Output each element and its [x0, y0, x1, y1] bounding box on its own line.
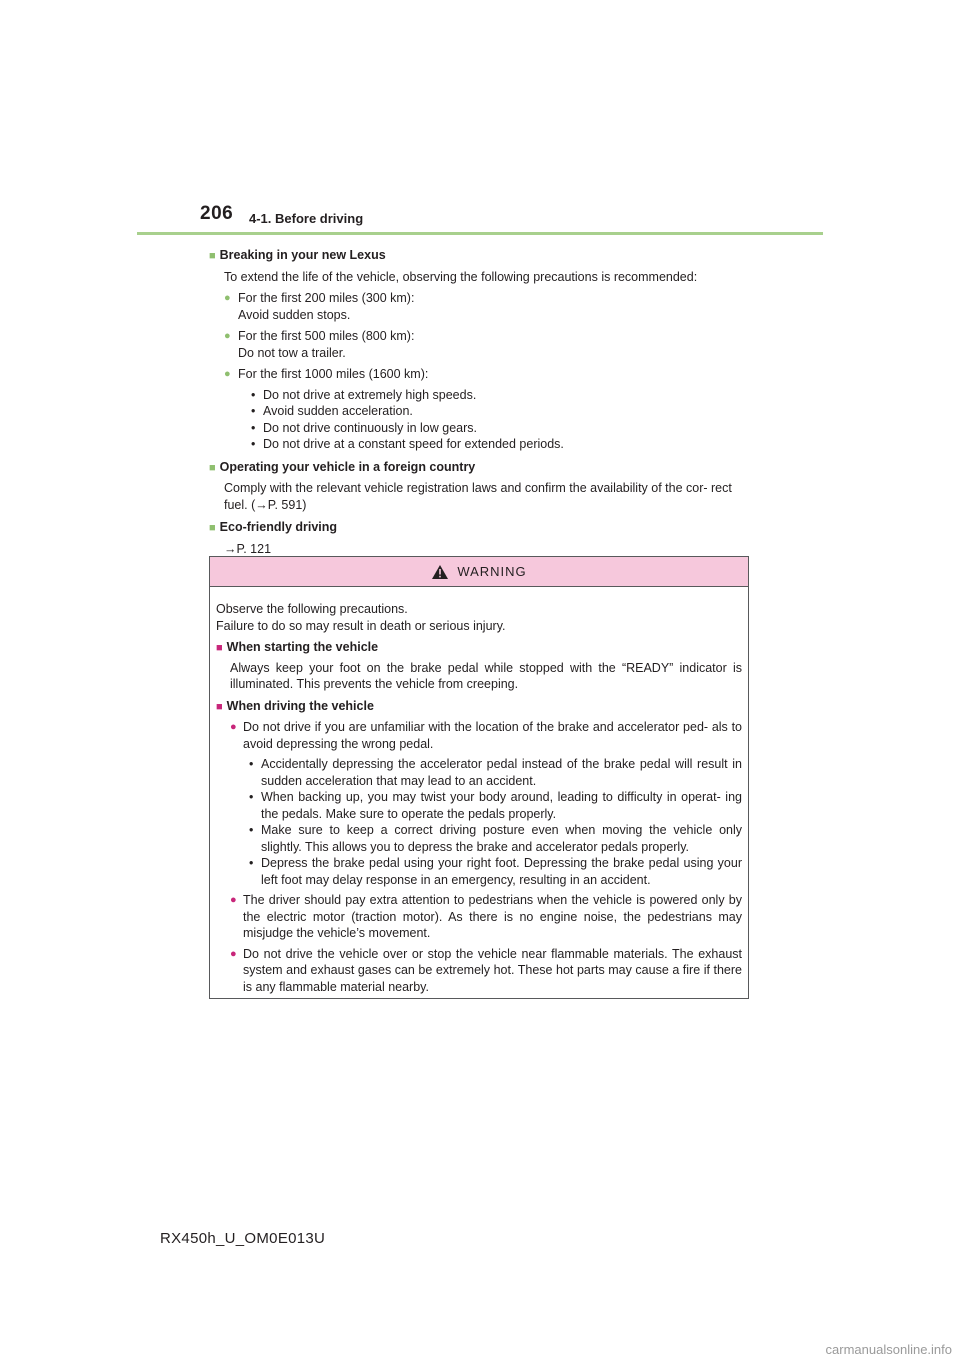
breaking-in-intro: To extend the life of the vehicle, observing the following precautions is recommended:: [224, 269, 698, 284]
sub-list-item: • Avoid sudden acceleration.: [251, 404, 413, 418]
warning-intro: Observe the following precautions.: [216, 602, 408, 616]
main-content: [209, 243, 754, 557]
sub-list-item: • Make sure to keep a correct driving posture even when moving the vehicle only slightly. This allows you to depress the brake and accelerator pedals properly.: [249, 823, 742, 854]
warning-triangle-icon: [431, 564, 449, 580]
circle-bullet-icon: ●: [224, 292, 231, 304]
watermark: carmanualsonline.info: [825, 1342, 952, 1357]
page-number: 206: [200, 203, 234, 224]
circle-bullet-icon: ●: [224, 368, 231, 380]
warning-body: [210, 587, 748, 995]
list-item: ● For the first 1000 miles (1600 km):: [224, 367, 429, 381]
circle-bullet-icon: ●: [230, 721, 237, 733]
warning-intro: Failure to do so may result in death or serious injury.: [216, 618, 506, 633]
sub-list-item: • Do not drive at a constant speed for extended periods.: [251, 437, 564, 451]
circle-bullet-icon: ●: [230, 894, 237, 906]
sub-list: [251, 387, 754, 453]
driving-heading: ■ When driving the vehicle: [216, 698, 374, 713]
warning-title: WARNING: [457, 564, 527, 579]
list-item: ● Do not drive the vehicle over or stop the vehicle near flammable materials. The exhaust system and exhaust gases can be extremely hot. These hot parts may cause a fire if there is any flammable material nearby.: [230, 946, 742, 994]
list-item: ● The driver should pay extra attention to pedestrians when the vehicle is powered only by the electric motor (traction motor). As there is no engine noise, the pedestrians may misjudge the vehicle’s movement.: [230, 893, 742, 940]
section-title: 4-1. Before driving: [249, 211, 364, 226]
sub-list-item: • Do not drive at extremely high speeds.: [251, 387, 477, 402]
list-item: ● For the first 200 miles (300 km): Avoid sudden stops.: [224, 291, 415, 322]
list-item: ● Do not drive if you are unfamiliar with the location of the brake and accelerator ped- als to avoid depressing the wrong pedal.: [230, 720, 742, 751]
sub-list-item: • Depress the brake pedal using your right foot. Depressing the brake pedal using your left foot may delay response in an emergency, resulting in an accident.: [249, 856, 742, 887]
foreign-country-heading: ■ Operating your vehicle in a foreign country: [209, 459, 476, 474]
list-item: ● For the first 500 miles (800 km): Do not tow a trailer.: [224, 329, 415, 360]
circle-bullet-icon: ●: [230, 947, 237, 960]
warning-header: [210, 557, 748, 587]
foreign-country-text: Comply with the relevant vehicle registration laws and confirm the availability of the cor- rect fuel. (→P. 591): [224, 481, 732, 512]
starting-text: Always keep your foot on the brake pedal while stopped with the “READY” indicator is illuminated. This prevents the vehicle from creeping.: [230, 660, 742, 691]
sub-list-item: • Accidentally depressing the accelerator pedal instead of the brake pedal will result in sudden acceleration that may lead to an accident.: [249, 757, 742, 788]
sub-list-item: • Do not drive continuously in low gears.: [251, 420, 478, 435]
square-bullet-icon: ■: [209, 461, 216, 474]
breaking-in-heading: ■ Breaking in your new Lexus: [209, 248, 386, 262]
circle-bullet-icon: ●: [224, 330, 231, 342]
square-bullet-icon: ■: [216, 642, 223, 654]
square-bullet-icon: ■: [216, 700, 223, 713]
square-bullet-icon: ■: [209, 522, 216, 534]
eco-driving-link[interactable]: →P. 121: [224, 541, 272, 556]
square-bullet-icon: ■: [209, 250, 216, 262]
sub-list-item: • When backing up, you may twist your body around, leading to difficulty in operat- ing the pedals. Make sure to operate the pedals properly.: [249, 790, 742, 821]
model-code: RX450h_U_OM0E013U: [160, 1230, 326, 1247]
sub-list: [249, 756, 742, 888]
warning-box: [209, 556, 749, 999]
eco-driving-heading: ■ Eco-friendly driving: [209, 520, 338, 534]
header-divider: [137, 232, 823, 235]
starting-heading: ■ When starting the vehicle: [216, 640, 379, 654]
